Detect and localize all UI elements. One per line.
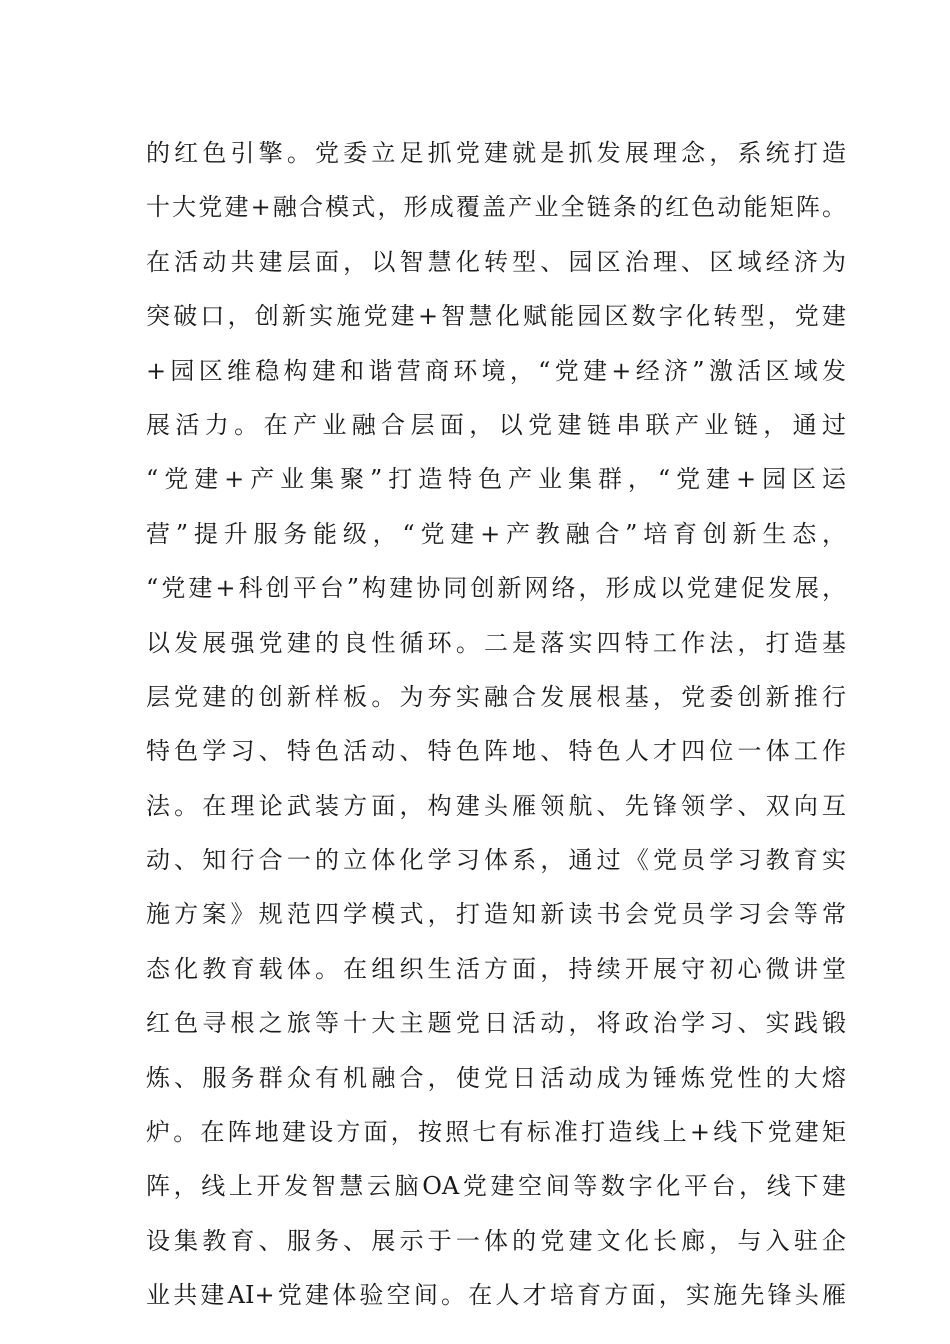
text-line: 动、知行合一的立体化学习体系，通过《党员学习教育实 xyxy=(146,846,846,875)
text-line: 在活动共建层面，以智慧化转型、园区治理、区域经济为 xyxy=(146,247,846,276)
text-line: 施方案》规范四学模式，打造知新读书会党员学习会等常 xyxy=(146,900,846,929)
body-text xyxy=(146,126,846,1323)
text-line: 炉。在阵地建设方面，按照七有标准打造线上+线下党建矩 xyxy=(146,1118,846,1147)
text-line: 十大党建+融合模式，形成覆盖产业全链条的红色动能矩阵。 xyxy=(146,193,846,222)
text-line: 阵，线上开发智慧云脑OA党建空间等数字化平台，线下建 xyxy=(146,1172,846,1201)
text-line: 态化教育载体。在组织生活方面，持续开展守初心微讲堂 xyxy=(146,954,846,983)
text-line: 突破口，创新实施党建+智慧化赋能园区数字化转型，党建 xyxy=(146,302,846,331)
text-line: 的红色引擎。党委立足抓党建就是抓发展理念，系统打造 xyxy=(146,139,846,167)
text-line: “党建+科创平台”构建协同创新网络，形成以党建促发展， xyxy=(146,574,846,603)
text-line: 法。在理论武装方面，构建头雁领航、先锋领学、双向互 xyxy=(146,791,846,820)
text-line: 以发展强党建的良性循环。二是落实四特工作法，打造基 xyxy=(146,628,846,657)
text-line: +园区维稳构建和谐营商环境，“党建+经济”激活区域发 xyxy=(146,356,846,385)
text-line: 展活力。在产业融合层面，以党建链串联产业链，通过 xyxy=(146,410,846,439)
text-line: “党建+产业集聚”打造特色产业集群，“党建+园区运 xyxy=(146,465,846,494)
text-line: 设集教育、服务、展示于一体的党建文化长廊，与入驻企 xyxy=(146,1226,846,1255)
text-line: 炼、服务群众有机融合，使党日活动成为锤炼党性的大熔 xyxy=(146,1063,846,1092)
text-line: 层党建的创新样板。为夯实融合发展根基，党委创新推行 xyxy=(146,682,846,711)
text-line: 营”提升服务能级，“党建+产教融合”培育创新生态， xyxy=(146,519,846,548)
text-line: 特色学习、特色活动、特色阵地、特色人才四位一体工作 xyxy=(146,737,846,766)
text-line: 业共建AI+党建体验空间。在人才培育方面，实施先锋头雁 xyxy=(146,1281,846,1310)
text-line: 红色寻根之旅等十大主题党日活动，将政治学习、实践锻 xyxy=(146,1009,846,1038)
